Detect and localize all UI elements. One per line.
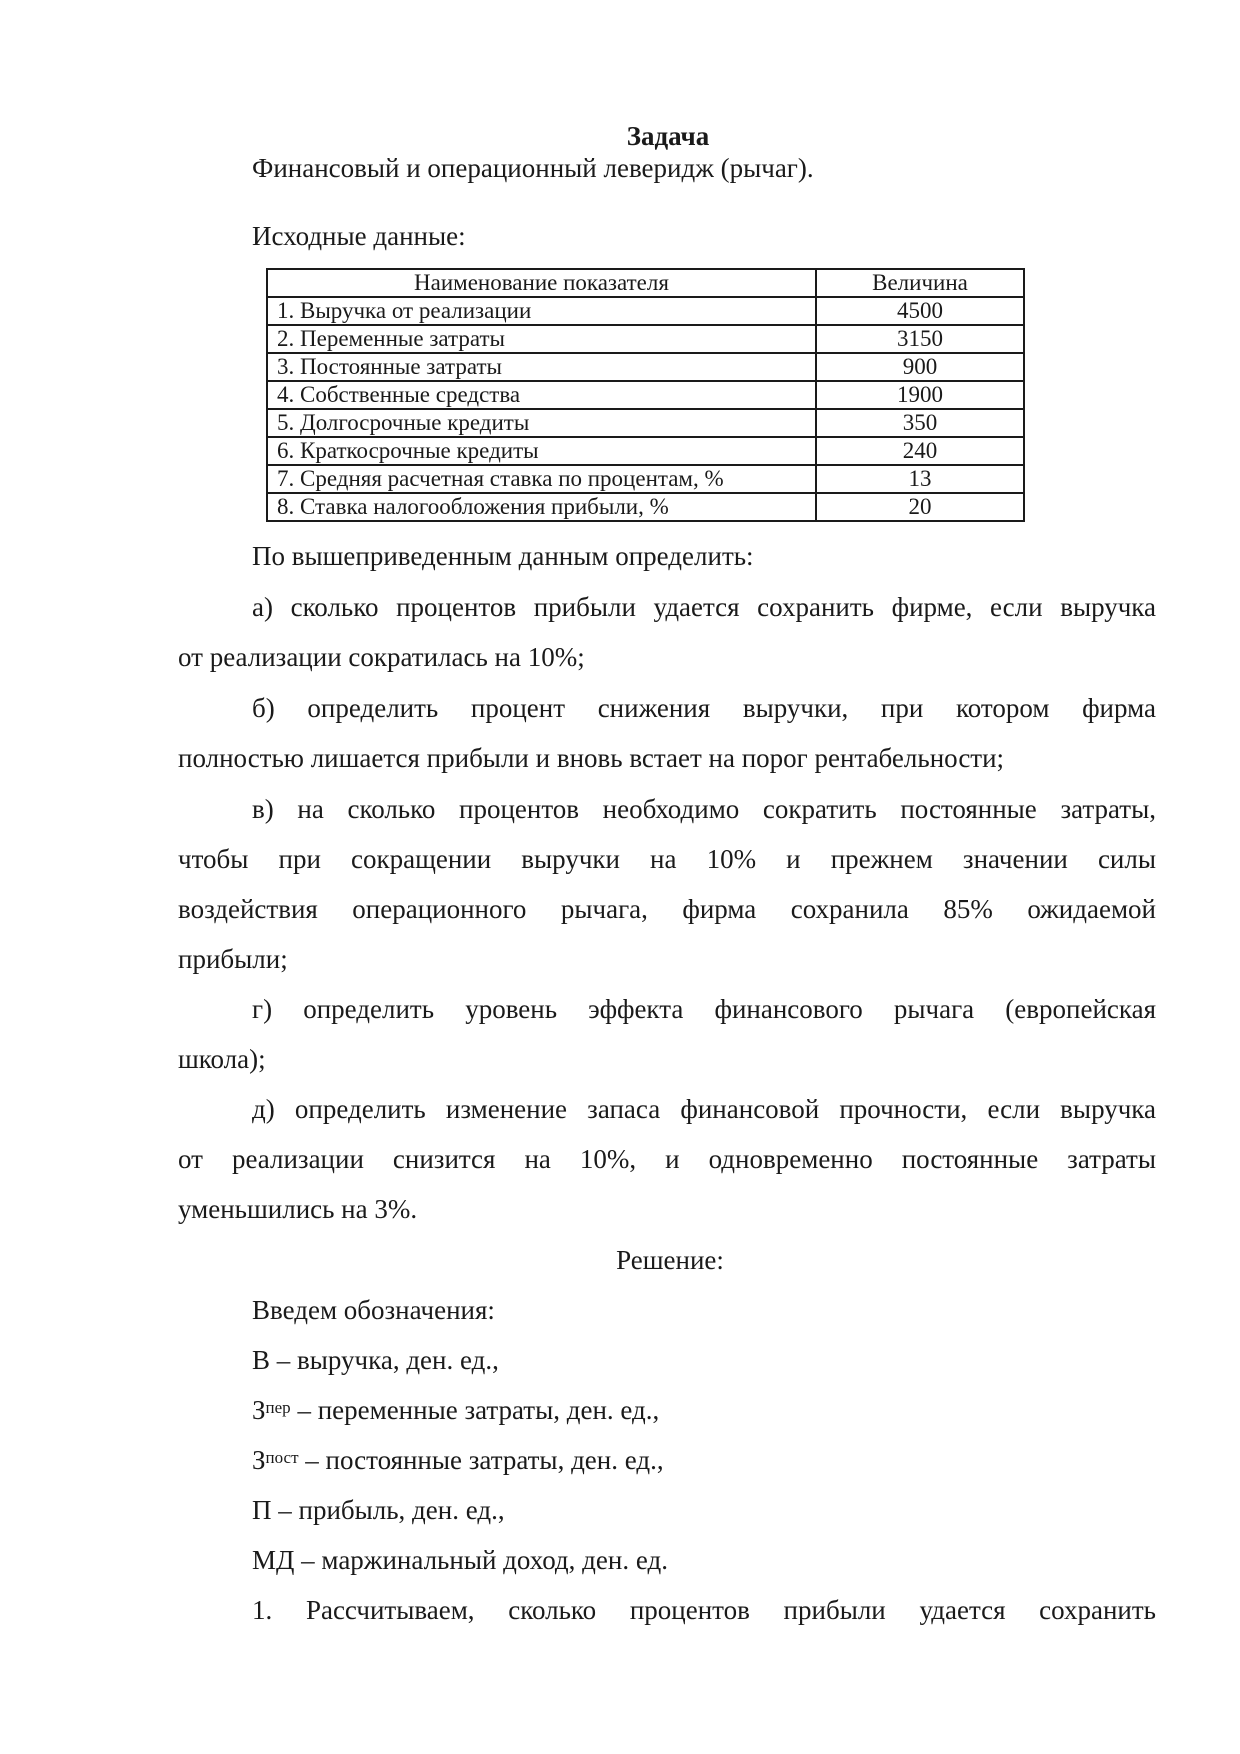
notation-revenue: В – выручка, ден. ед., bbox=[252, 1345, 499, 1375]
column-header-indicator: Наименование показателя bbox=[267, 269, 816, 297]
row-label: 8. Ставка налогообложения прибыли, % bbox=[267, 493, 816, 521]
column-header-value: Величина bbox=[816, 269, 1024, 297]
superscript-post: пост bbox=[265, 1448, 299, 1467]
table-row bbox=[267, 325, 1024, 353]
notation-variable-costs bbox=[252, 1392, 659, 1432]
row-label: 4. Собственные средства bbox=[267, 381, 816, 409]
notation-intro: Введем обозначения: bbox=[252, 1295, 495, 1325]
symbol-z: З bbox=[252, 1395, 266, 1425]
notation-fixed-costs bbox=[252, 1442, 664, 1482]
table-row bbox=[267, 437, 1024, 465]
task-e-line-3: уменьшились на 3%. bbox=[178, 1194, 418, 1224]
row-label: 3. Постоянные затраты bbox=[267, 353, 816, 381]
table-row bbox=[267, 297, 1024, 325]
superscript-per: пер bbox=[265, 1398, 291, 1417]
row-label: 1. Выручка от реализации bbox=[267, 297, 816, 325]
task-b-line-1: б) определить процент снижения выручки, при котором фирма bbox=[252, 693, 1156, 723]
step-1-line: 1. Рассчитываем, сколько процентов прибыли удается сохранить bbox=[252, 1595, 1156, 1625]
task-b-line-2: полностью лишается прибыли и вновь встает на порог рентабельности; bbox=[178, 743, 1005, 773]
row-value: 13 bbox=[816, 465, 1024, 493]
table-row bbox=[267, 493, 1024, 521]
table-row bbox=[267, 381, 1024, 409]
task-e-line-2: от реализации снизится на 10%, и одновременно постоянные затраты bbox=[178, 1144, 1156, 1174]
symbol-z: З bbox=[252, 1445, 266, 1475]
solution-heading: Решение: bbox=[616, 1245, 724, 1275]
initial-data-table bbox=[266, 268, 1025, 522]
row-value: 3150 bbox=[816, 325, 1024, 353]
table-row bbox=[267, 353, 1024, 381]
row-value: 240 bbox=[816, 437, 1024, 465]
task-d-line-2: школа); bbox=[178, 1044, 266, 1074]
task-a-line-1: а) сколько процентов прибыли удается сохранить фирме, если выручка bbox=[252, 592, 1156, 622]
row-label: 2. Переменные затраты bbox=[267, 325, 816, 353]
task-e-line-1: д) определить изменение запаса финансовой прочности, если выручка bbox=[252, 1094, 1156, 1124]
row-label: 5. Долгосрочные кредиты bbox=[267, 409, 816, 437]
notation-margin: МД – маржинальный доход, ден. ед. bbox=[252, 1545, 668, 1575]
task-c-line-3: воздействия операционного рычага, фирма сохранила 85% ожидаемой bbox=[178, 894, 1156, 924]
row-label: 7. Средняя расчетная ставка по процентам, % bbox=[267, 465, 816, 493]
row-value: 4500 bbox=[816, 297, 1024, 325]
task-intro: По вышеприведенным данным определить: bbox=[252, 541, 754, 571]
notation-text: – переменные затраты, ден. ед., bbox=[290, 1395, 660, 1425]
notation-profit: П – прибыль, ден. ед., bbox=[252, 1495, 505, 1525]
table-header-row bbox=[267, 269, 1024, 297]
task-a-line-2: от реализации сократилась на 10%; bbox=[178, 642, 585, 672]
row-value: 20 bbox=[816, 493, 1024, 521]
document-title: Задача bbox=[626, 121, 710, 151]
row-value: 350 bbox=[816, 409, 1024, 437]
initial-data-label: Исходные данные: bbox=[252, 221, 466, 251]
task-c-line-2: чтобы при сокращении выручки на 10% и прежнем значении силы bbox=[178, 844, 1156, 874]
row-value: 900 bbox=[816, 353, 1024, 381]
document-subtitle: Финансовый и операционный леверидж (рычаг). bbox=[252, 153, 814, 183]
task-c-line-1: в) на сколько процентов необходимо сократить постоянные затраты, bbox=[252, 794, 1156, 824]
task-c-line-4: прибыли; bbox=[178, 944, 288, 974]
table-row bbox=[267, 465, 1024, 493]
table-row bbox=[267, 409, 1024, 437]
row-value: 1900 bbox=[816, 381, 1024, 409]
row-label: 6. Краткосрочные кредиты bbox=[267, 437, 816, 465]
notation-text: – постоянные затраты, ден. ед., bbox=[298, 1445, 664, 1475]
task-d-line-1: г) определить уровень эффекта финансового рычага (европейская bbox=[252, 994, 1156, 1024]
